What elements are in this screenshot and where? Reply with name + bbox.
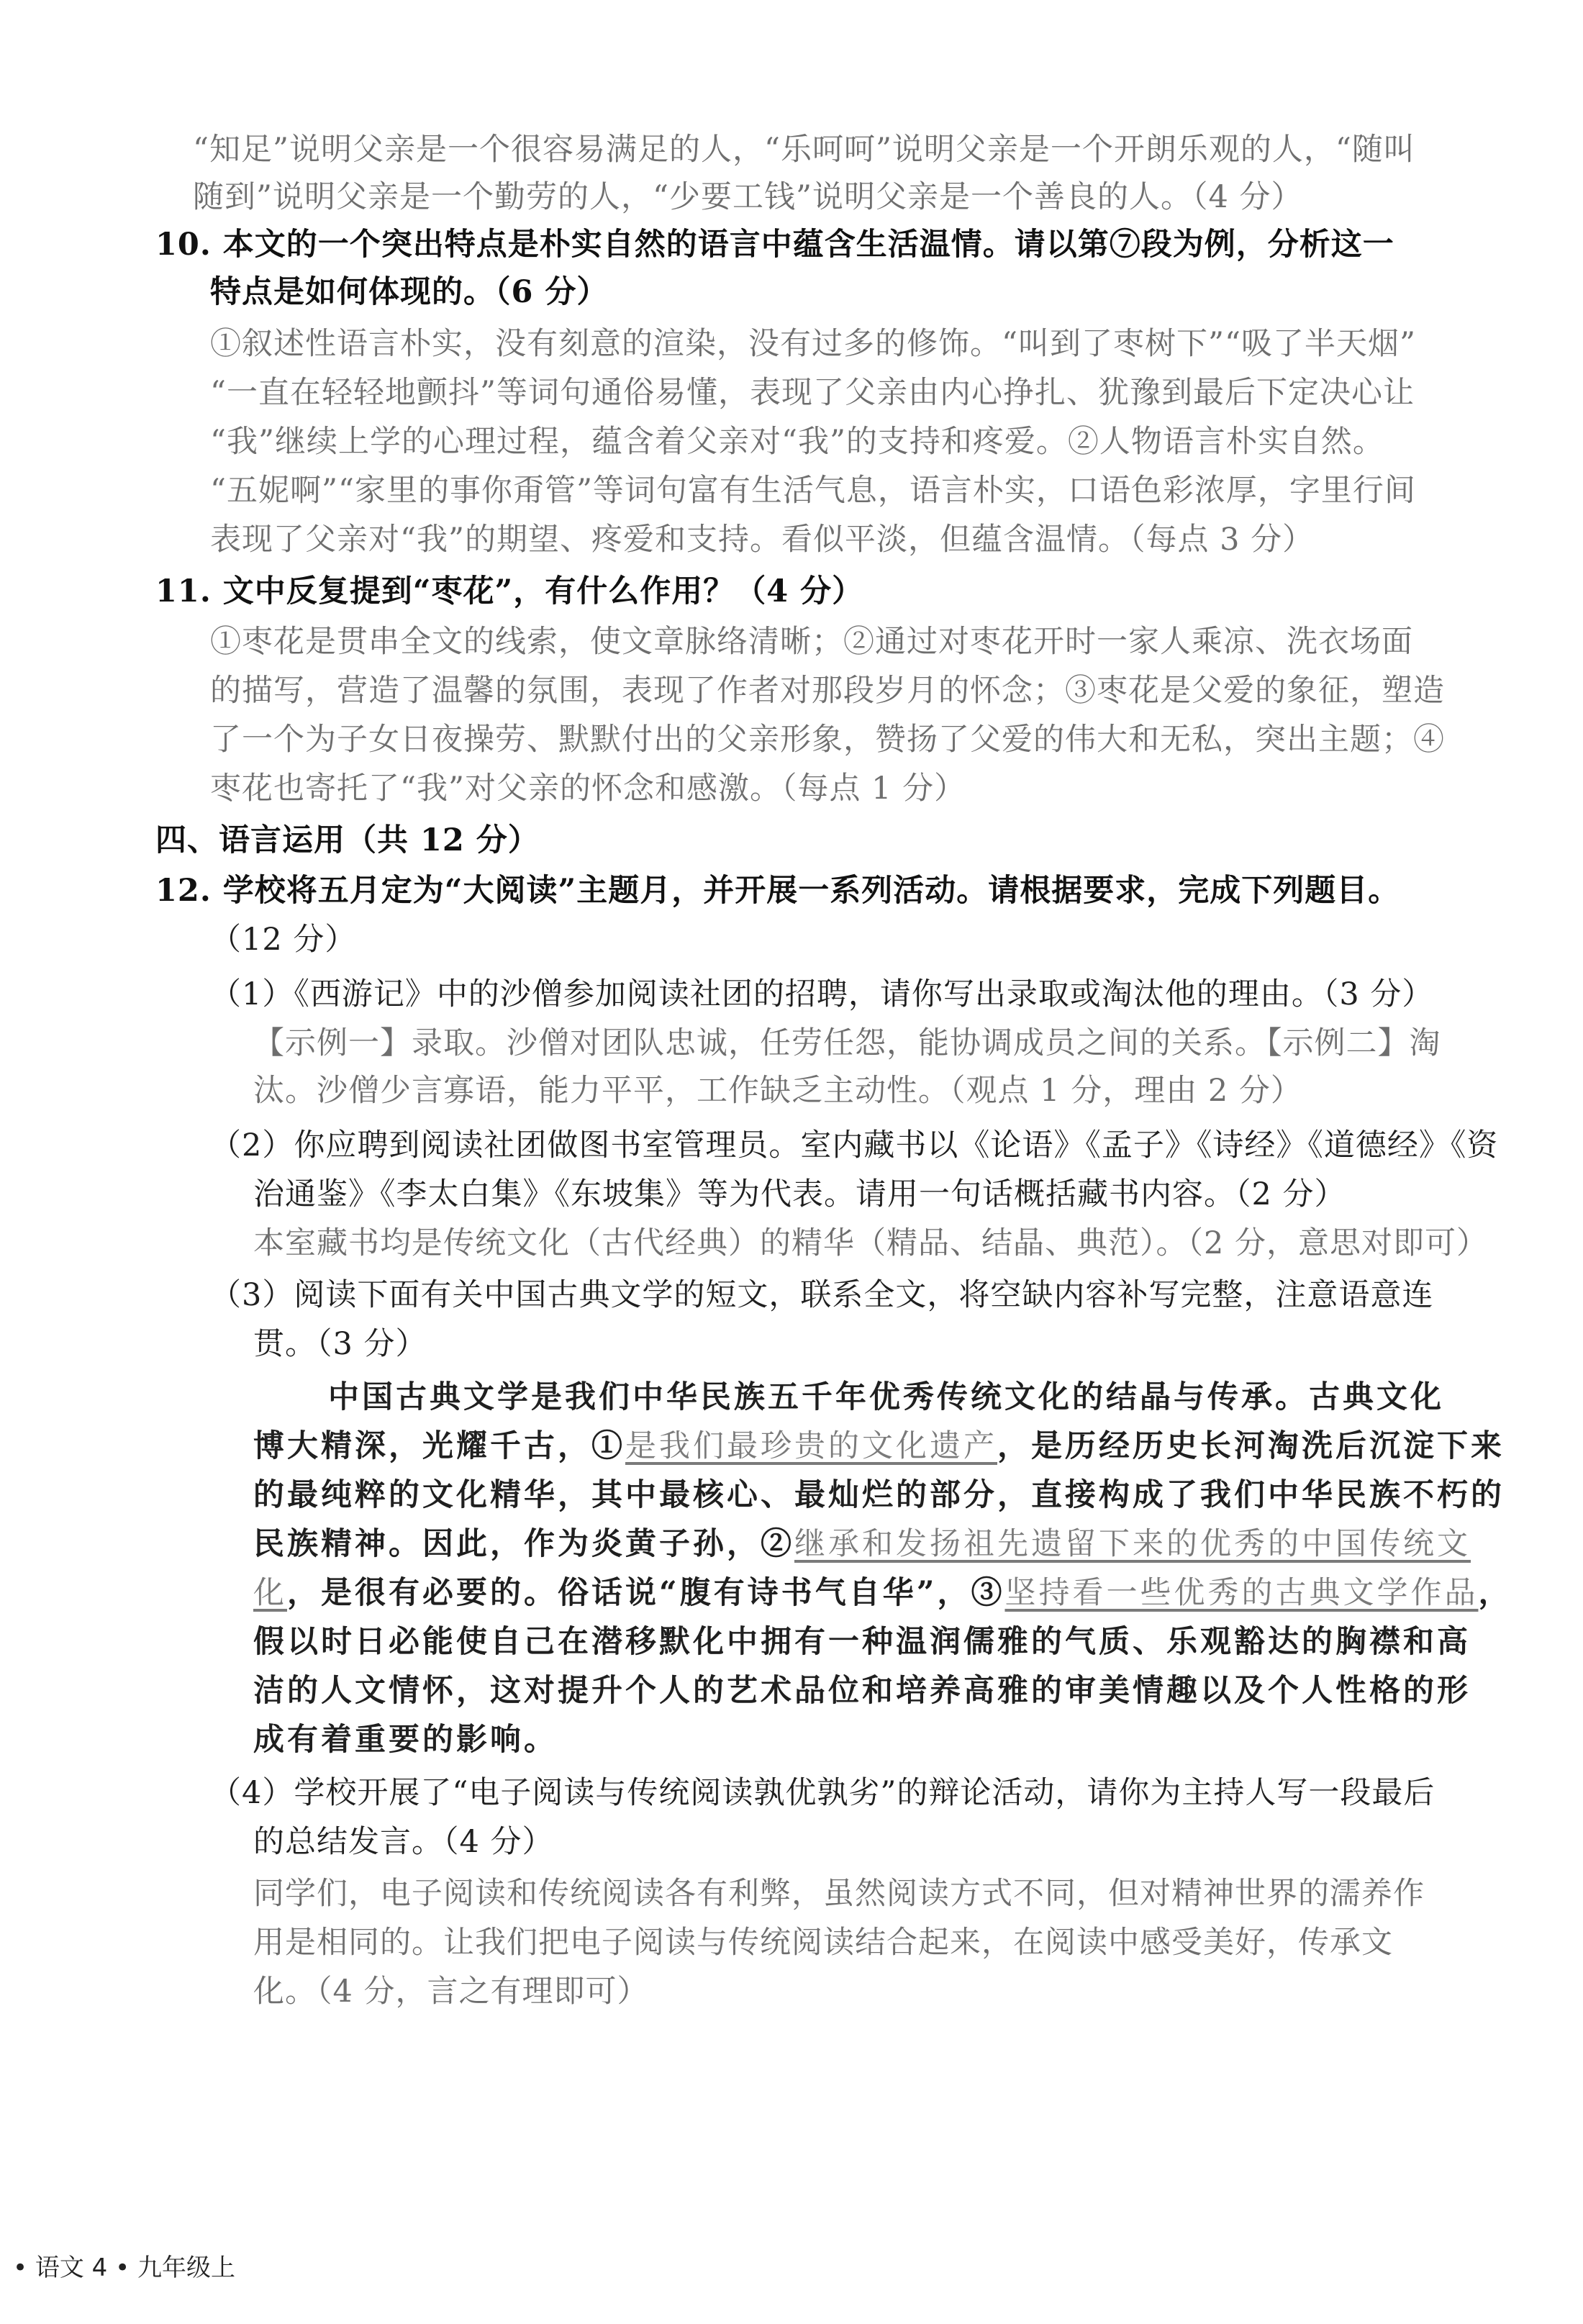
- q9-answer-line-2: 随到”说明父亲是一个勤劳的人，“少要工钱”说明父亲是一个善良的人。（4 分）: [193, 179, 1303, 215]
- passage-text: ，是历经历史长河淘洗后沉淀下来: [997, 1428, 1505, 1464]
- q10-answer-line-2: “一直在轻轻地颤抖”等词句通俗易懂，表现了父亲由内心挣扎、犹豫到最后下定决心让: [210, 375, 1415, 411]
- passage-line-4: [253, 1522, 1471, 1566]
- passage-line-1: 中国古典文学是我们中华民族五千年优秀传统文化的结晶与传承。古典文化: [328, 1379, 1444, 1415]
- q12-1-stem: （1）《西游记》中的沙僧参加阅读社团的招聘，请你写出录取或淘汰他的理由。（3 分）: [210, 976, 1434, 1012]
- passage-line-5: [253, 1571, 1512, 1615]
- passage-line-7: 洁的人文情怀，这对提升个人的艺术品位和培养高雅的审美情趣以及个人性格的形: [253, 1673, 1471, 1709]
- q11-answer-line-2: 的描写，营造了温馨的氛围，表现了作者对那段岁月的怀念；③枣花是父爱的象征，塑造: [210, 673, 1445, 709]
- q12-stem-line-1: 12. 学校将五月定为“大阅读”主题月，并开展一系列活动。请根据要求，完成下列题目。: [155, 873, 1400, 909]
- passage-text: 民族精神。因此，作为炎黄子孙，②: [253, 1526, 794, 1562]
- passage-line-8: 成有着重要的影响。: [253, 1722, 558, 1758]
- q10-answer-line-5: 表现了父亲对“我”的期望、疼爱和支持。看似平淡，但蕴含温情。（每点 3 分）: [210, 522, 1315, 558]
- q12-3-stem-line-2: 贯。（3 分）: [253, 1326, 427, 1362]
- q11-stem: 11. 文中反复提到“枣花”，有什么作用？（4 分）: [155, 573, 864, 609]
- passage-text: 博大精深，光耀千古，①: [253, 1428, 625, 1464]
- page-footer: • 语文 4 • 九年级上: [13, 2253, 235, 2282]
- q10-answer-line-3: “我”继续上学的心理过程，蕴含着父亲对“我”的支持和疼爱。②人物语言朴实自然。: [210, 424, 1384, 460]
- passage-line-2: [253, 1425, 1505, 1468]
- q12-4-stem-line-2: 的总结发言。（4 分）: [253, 1824, 554, 1860]
- passage-line-3: 的最纯粹的文化精华，其中最核心、最灿烂的部分，直接构成了我们中华民族不朽的: [253, 1477, 1505, 1513]
- fill-blank-3: 坚持看一些优秀的古典文学作品: [1004, 1575, 1479, 1611]
- q9-answer-line-1: “知足”说明父亲是一个很容易满足的人，“乐呵呵”说明父亲是一个开朗乐观的人，“随叫: [193, 132, 1415, 168]
- q12-1-answer-line-2: 汰。沙僧少言寡语，能力平平，工作缺乏主动性。（观点 1 分，理由 2 分）: [253, 1073, 1302, 1109]
- passage-line-6: 假以时日必能使自己在潜移默化中拥有一种温润儒雅的气质、乐观豁达的胸襟和高: [253, 1624, 1471, 1660]
- q11-answer-line-3: 了一个为子女日夜操劳、默默付出的父亲形象，赞扬了父爱的伟大和无私，突出主题；④: [210, 722, 1445, 758]
- q12-4-stem-line-1: （4）学校开展了“电子阅读与传统阅读孰优孰劣”的辩论活动，请你为主持人写一段最后: [210, 1775, 1435, 1811]
- section-heading: 四、语言运用（共 12 分）: [155, 822, 540, 858]
- q10-answer-line-4: “五妮啊”“家里的事你甭管”等词句富有生活气息，语言朴实，口语色彩浓厚，字里行间: [210, 473, 1416, 509]
- q12-3-stem-line-1: （3）阅读下面有关中国古典文学的短文，联系全文，将空缺内容补写完整，注意语意连: [210, 1277, 1434, 1313]
- q10-answer-line-1: ①叙述性语言朴实，没有刻意的渲染，没有过多的修饰。“叫到了枣树下”“吸了半天烟”: [210, 326, 1416, 362]
- q11-answer-line-1: ①枣花是贯串全文的线索，使文章脉络清晰；②通过对枣花开时一家人乘凉、洗衣场面: [210, 624, 1413, 660]
- q12-1-answer-line-1: 【示例一】录取。沙僧对团队忠诚，任劳任怨，能协调成员之间的关系。【示例二】淘: [253, 1025, 1441, 1061]
- q10-stem-line-1: 10. 本文的一个突出特点是朴实自然的语言中蕴含生活温情。请以第⑦段为例，分析这一: [155, 227, 1394, 263]
- passage-text: ，: [1478, 1575, 1512, 1611]
- fill-blank-2: 继承和发扬祖先遗留下来的优秀的中国传统文: [794, 1526, 1471, 1562]
- fill-blank-2-tail: 化: [253, 1575, 287, 1611]
- q12-2-answer: 本室藏书均是传统文化（古代经典）的精华（精品、结晶、典范）。（2 分，意思对即可）: [253, 1225, 1489, 1261]
- fill-blank-1: 是我们最珍贵的文化遗产: [625, 1428, 997, 1464]
- passage-text: ，是很有必要的。俗话说“腹有诗书气自华”，③: [287, 1575, 1005, 1611]
- q10-stem-line-2: 特点是如何体现的。（6 分）: [210, 274, 609, 310]
- q12-4-answer-line-2: 用是相同的。让我们把电子阅读与传统阅读结合起来，在阅读中感受美好，传承文: [253, 1925, 1393, 1961]
- q12-2-stem-line-1: （2）你应聘到阅读社团做图书室管理员。室内藏书以《论语》《孟子》《诗经》《道德经》《资: [210, 1127, 1499, 1163]
- q12-4-answer-line-1: 同学们，电子阅读和传统阅读各有利弊，虽然阅读方式不同，但对精神世界的濡养作: [253, 1876, 1425, 1912]
- q12-4-answer-line-3: 化。（4 分，言之有理即可）: [253, 1974, 649, 2010]
- q11-answer-line-4: 枣花也寄托了“我”对父亲的怀念和感激。（每点 1 分）: [210, 771, 966, 807]
- q12-2-stem-line-2: 治通鉴》《李太白集》《东坡集》等为代表。请用一句话概括藏书内容。（2 分）: [253, 1176, 1346, 1212]
- q12-stem-line-2: （12 分）: [210, 922, 357, 958]
